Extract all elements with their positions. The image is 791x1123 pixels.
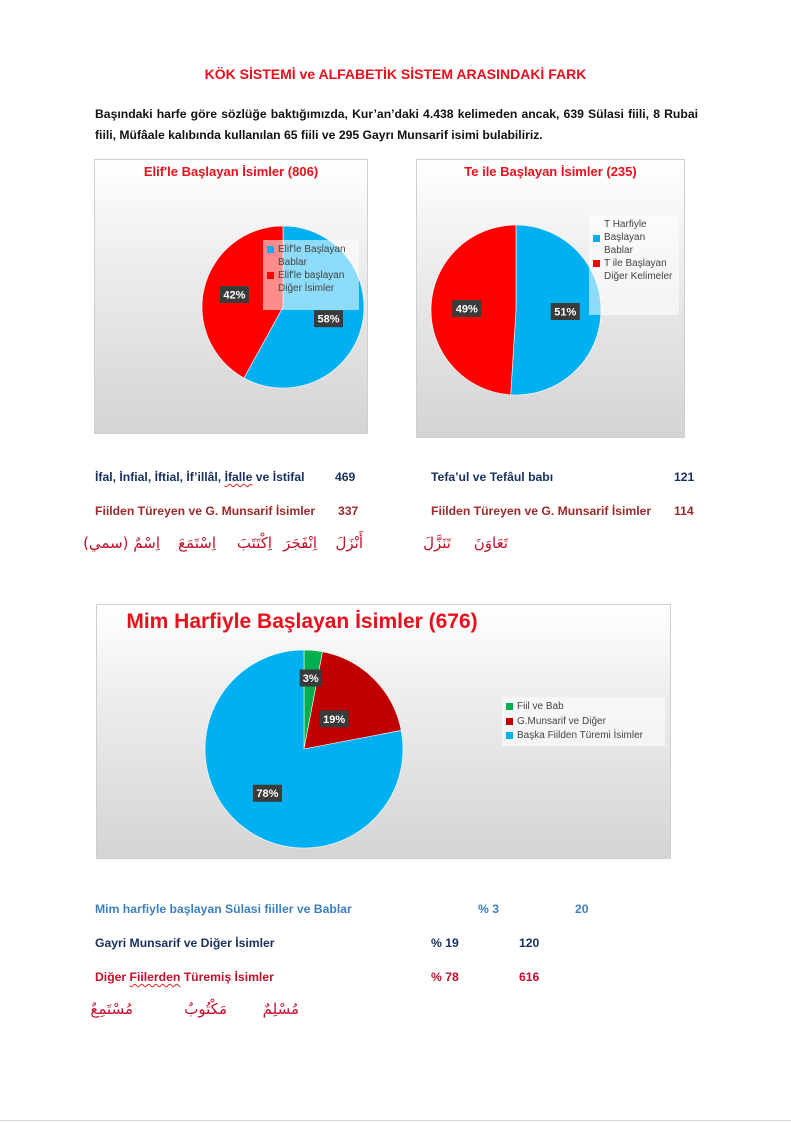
chart-legend bbox=[589, 215, 679, 315]
legend-swatch bbox=[593, 235, 600, 242]
te-pie-chart bbox=[416, 159, 685, 438]
legend-label: Elif'le başlayan Diğer İsimler bbox=[278, 270, 345, 294]
mim-row1-label: Mim harfiyle başlayan Sülasi fiiller ve Bablar bbox=[95, 902, 352, 916]
page-title: KÖK SİSTEMİ ve ALFABETİK SİSTEM ARASINDAKİ FARK bbox=[204, 66, 587, 82]
te-row2-value: 114 bbox=[674, 504, 694, 518]
chart-title: Te ile Başlayan İsimler (235) bbox=[464, 164, 637, 179]
data-label: 42% bbox=[223, 289, 246, 302]
mim-row1-percent: % 3 bbox=[478, 902, 500, 916]
te-row2-label: Fiilden Türeyen ve G. Munsarif İsimler bbox=[431, 504, 652, 518]
elif-pie-chart bbox=[94, 159, 368, 434]
legend-swatch bbox=[267, 272, 274, 279]
mim-row2-value: 120 bbox=[519, 936, 540, 950]
elif-row2-value: 337 bbox=[338, 504, 359, 518]
legend-swatch bbox=[267, 246, 274, 253]
mim-row2-percent: % 19 bbox=[431, 936, 459, 950]
data-label: 3% bbox=[302, 673, 319, 686]
text-part: Fiilerden bbox=[129, 970, 181, 984]
legend-label: T ile Başlayan Diğer Kelimeler bbox=[604, 258, 673, 282]
text-part: ve İstifal bbox=[252, 470, 305, 484]
legend-swatch bbox=[593, 260, 600, 267]
mim-row3-percent: % 78 bbox=[431, 970, 459, 984]
arabic-word: اِنْفَجَرَ bbox=[283, 534, 317, 552]
arabic-word: اِسْمٌ (سمي) bbox=[83, 534, 160, 552]
chart-legend bbox=[263, 240, 359, 310]
text-part: İfal, İnfial, İftial, İf’illâl, bbox=[95, 470, 225, 484]
mim-row2-label: Gayri Munsarif ve Diğer İsimler bbox=[95, 936, 275, 950]
arabic-word: مُسْتَمِعٌ bbox=[90, 1000, 133, 1018]
te-row1-value: 121 bbox=[674, 470, 695, 484]
arabic-word: تَعَاوَنَ bbox=[473, 534, 508, 552]
legend-item bbox=[593, 257, 675, 283]
legend-item bbox=[506, 715, 661, 730]
legend-label: T Harfiyle Başlayan Bablar bbox=[604, 219, 647, 256]
text-part: Türemiş İsimler bbox=[180, 970, 274, 984]
arabic-word: مَكْتُوبٌ bbox=[184, 1000, 227, 1018]
intro-paragraph: Başındaki harfe göre sözlüğe baktığımızda, Kur’an’daki 4.438 kelimeden ancak, 639 Sülasi fiili, 8 Rubai fiili, Müfâale kalıbında kullanılan 65 fiili ve 295 Gayrı Munsarif isimi bulabiliriz. bbox=[95, 107, 698, 142]
arabic-word: اِكْتَتَبَ bbox=[236, 534, 272, 552]
chart-title: Mim Harfiyle Başlayan İsimler (676) bbox=[126, 610, 478, 633]
mim-row3-value: 616 bbox=[519, 970, 540, 984]
legend-label: Başka Fiilden Türemi İsimler bbox=[517, 730, 643, 741]
legend-item bbox=[267, 269, 355, 295]
data-label: 49% bbox=[455, 303, 478, 316]
mim-row1-value: 20 bbox=[575, 902, 589, 916]
arabic-word: أَنْزَلَ bbox=[335, 534, 363, 552]
legend-label: Fiil ve Bab bbox=[517, 701, 564, 712]
legend-swatch bbox=[506, 732, 513, 739]
elif-row1-label bbox=[95, 470, 305, 484]
mim-pie-chart bbox=[96, 604, 671, 859]
chart-legend bbox=[502, 697, 665, 746]
arabic-word: اِسْتَمَعَ bbox=[178, 534, 216, 552]
page-divider bbox=[0, 1120, 791, 1121]
legend-item bbox=[506, 700, 661, 715]
te-row1-label: Tefa’ul ve Tefâul babı bbox=[431, 470, 554, 484]
arabic-word: تَنَزَّلَ bbox=[423, 534, 451, 552]
elif-row1-value: 469 bbox=[335, 470, 356, 484]
text-part: İfalle bbox=[224, 470, 253, 484]
data-label: 19% bbox=[323, 713, 346, 726]
data-label: 51% bbox=[554, 306, 577, 319]
legend-label: G.Munsarif ve Diğer bbox=[517, 715, 606, 727]
legend-swatch bbox=[506, 703, 513, 710]
text-part: Diğer bbox=[95, 970, 130, 984]
legend-item bbox=[593, 218, 675, 257]
data-label: 58% bbox=[317, 313, 340, 326]
mim-row3-label bbox=[95, 970, 274, 984]
legend-item bbox=[506, 729, 661, 744]
chart-title: Elif'le Başlayan İsimler (806) bbox=[143, 164, 319, 179]
data-label: 78% bbox=[256, 788, 279, 801]
legend-swatch bbox=[506, 718, 513, 725]
legend-item bbox=[267, 243, 355, 269]
elif-row2-label: Fiilden Türeyen ve G. Munsarif İsimler bbox=[95, 504, 316, 518]
legend-label: Elif'le Başlayan Bablar bbox=[278, 244, 346, 268]
arabic-word: مُسْلِمٌ bbox=[262, 1000, 299, 1018]
